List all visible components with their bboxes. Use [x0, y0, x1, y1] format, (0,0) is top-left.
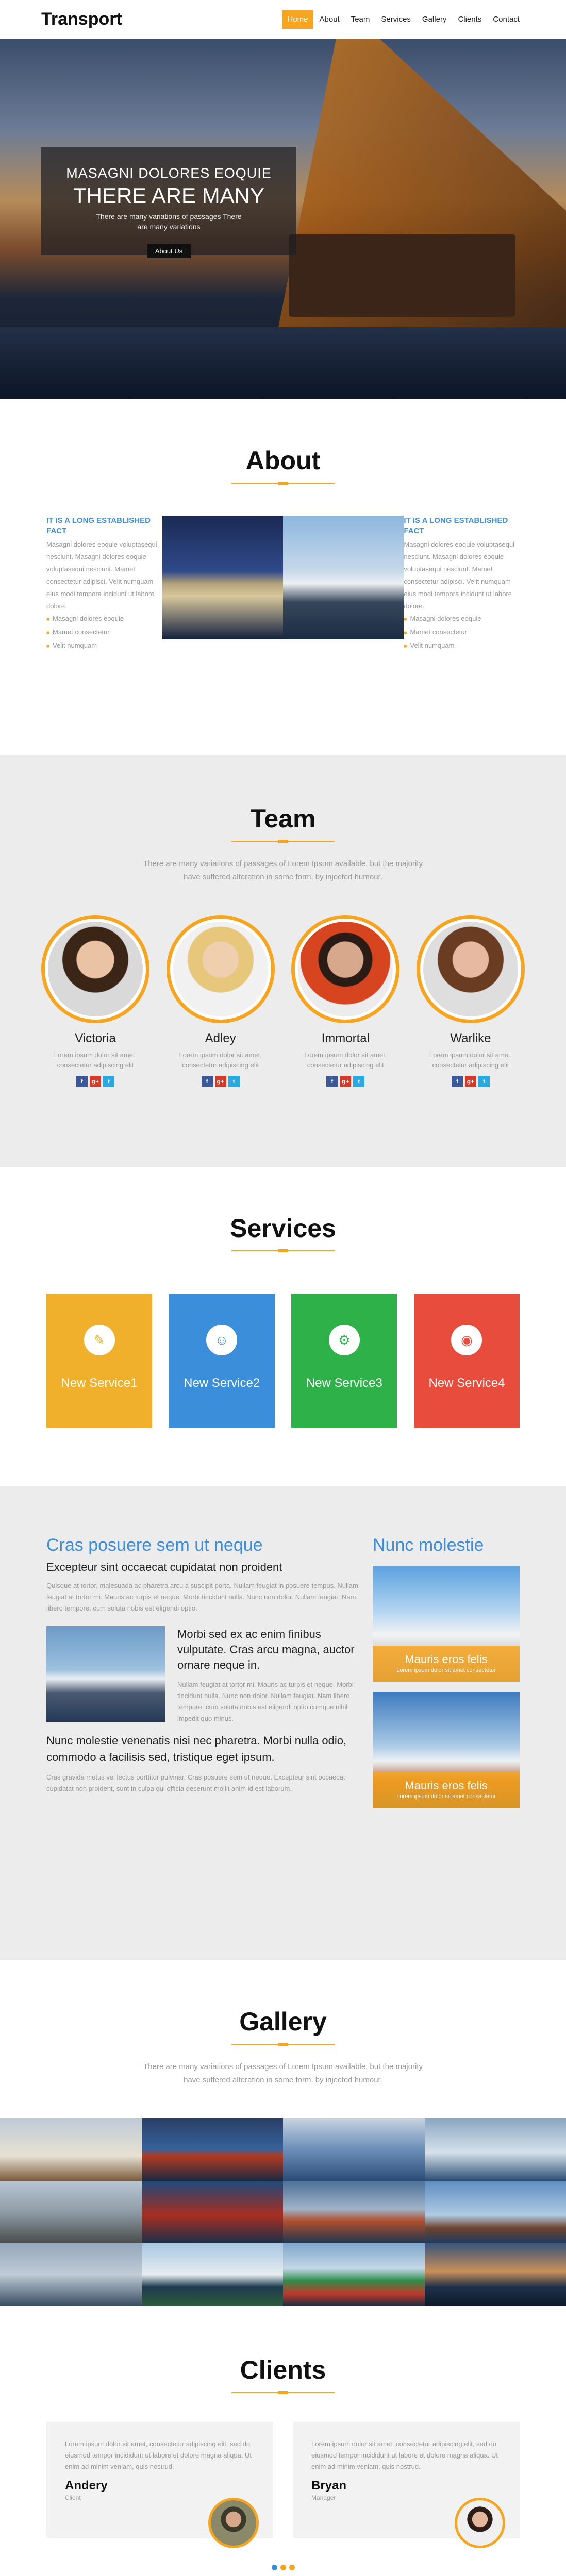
gallery-image[interactable]: [283, 2118, 425, 2181]
team-title: Team: [250, 804, 316, 833]
nav-team[interactable]: Team: [351, 15, 370, 24]
hero-banner: [0, 39, 566, 399]
avatar: [417, 915, 525, 1023]
title-divider: [231, 2044, 335, 2045]
pencil-icon: ✎: [84, 1325, 115, 1355]
member-socials: [291, 1076, 399, 1087]
service-tile-3[interactable]: [291, 1294, 397, 1428]
card-caption: [373, 1772, 520, 1808]
about-right-text: [404, 516, 520, 670]
title-divider: [231, 2392, 335, 2393]
services-title: Services: [230, 1214, 336, 1243]
client-name: Bryan: [311, 2479, 347, 2493]
about-left-bullet: ■ Masagni dolores eoquie: [46, 613, 162, 626]
team-subtitle: There are many variations of passages of Lorem Ipsum available, but the majority have suffered alteration in some form, by injected humour.: [143, 859, 423, 882]
card-sub: Lorem ipsum dolor sit amet consectetur: [396, 1793, 496, 1800]
news-feature: [46, 1626, 363, 1724]
gallery-image[interactable]: [283, 2181, 425, 2244]
main-nav: [282, 10, 525, 29]
about-left-bullet: ■ Velit numquam: [46, 639, 162, 653]
services-section: [0, 1167, 566, 1486]
card-title: Mauris eros felis: [405, 1779, 488, 1792]
news-para: Cras gravida metus vel lectus porttitor pulvinar. Cras posuere sem ut neque. Excepteur sint occaecat cupidatat non proident, sunt in culpa qui officia deserunt mollit anim id est laborum.: [46, 1773, 345, 1792]
gallery-image[interactable]: [283, 2243, 425, 2306]
testimonial-quote: Lorem ipsum dolor sit amet, consectetur adipiscing elit, sed do eiusmod tempor incididunt ut labore et dolore magna aliqua. Ut enim ad minim veniam, quis nostrud.: [311, 2440, 498, 2471]
client-avatar: [455, 2498, 505, 2548]
team-member-immortal: [291, 915, 399, 1087]
news-sidebar: [373, 1535, 520, 1960]
google-plus-icon[interactable]: g+: [90, 1076, 101, 1087]
client-role: Client: [65, 2494, 81, 2502]
service-label: New Service3: [306, 1376, 382, 1390]
about-left-bullet: ■ Mamet consectetur: [46, 626, 162, 639]
client-name: Andery: [65, 2479, 108, 2493]
avatar: [167, 915, 275, 1023]
member-name: Warlike: [450, 1031, 491, 1045]
gallery-image[interactable]: [142, 2118, 284, 2181]
gallery-subtitle: There are many variations of passages of Lorem Ipsum available, but the majority have suffered alteration in some form, by injected humour.: [143, 2062, 423, 2084]
site-logo[interactable]: Transport: [41, 9, 122, 29]
member-socials: [41, 1076, 149, 1087]
gear-icon: ⚙: [329, 1325, 360, 1355]
gallery-section: [0, 1960, 566, 2306]
carousel-dot[interactable]: [272, 2565, 277, 2570]
about-right-heading: IT IS A LONG ESTABLISHED FACT: [404, 516, 508, 535]
member-name: Adley: [205, 1031, 236, 1045]
nav-contact[interactable]: Contact: [493, 15, 520, 24]
testimonials: [0, 2422, 566, 2538]
service-tile-1[interactable]: [46, 1294, 152, 1428]
news-section: [0, 1486, 566, 1960]
news-thumb-image: [46, 1626, 165, 1722]
member-desc: Lorem ipsum dolor sit amet, consectetur adipiscing elit: [429, 1051, 512, 1069]
member-name: Victoria: [75, 1031, 116, 1045]
team-member-adley: [167, 915, 275, 1087]
hero-line2: THERE ARE MANY: [73, 183, 265, 208]
nav-home[interactable]: Home: [282, 10, 313, 29]
about-right-bullet: ■ Masagni dolores eoquie: [404, 613, 520, 626]
testimonial-card: [46, 2422, 273, 2538]
facebook-icon[interactable]: f: [326, 1076, 338, 1087]
card-title: Mauris eros felis: [405, 1653, 488, 1666]
news-card[interactable]: [373, 1692, 520, 1808]
carousel-dots: [0, 2565, 566, 2570]
service-tile-2[interactable]: [169, 1294, 275, 1428]
nav-gallery[interactable]: Gallery: [422, 15, 447, 24]
news-main: [46, 1535, 363, 1960]
twitter-icon[interactable]: t: [228, 1076, 240, 1087]
gallery-image[interactable]: [0, 2118, 142, 2181]
service-label: New Service2: [184, 1376, 260, 1390]
hero-text: There are many variations of passages There are many variations: [96, 212, 242, 231]
news-feature-body: Nullam feugiat at tortor mi. Mauris ac turpis et neque. Morbi tincidunt nulla. Nunc non dolor. Nullam feugiat. Nam libero tempore, cum soluta nobis est eligendi optio cumque nihil impedit quo minus.: [177, 1681, 354, 1722]
twitter-icon[interactable]: t: [353, 1076, 364, 1087]
facebook-icon[interactable]: f: [76, 1076, 88, 1087]
title-divider: [231, 483, 335, 484]
service-label: New Service1: [61, 1376, 138, 1390]
news-feature-title: Morbi sed ex ac enim finibus vulputate. Cras arcu magna, auctor ornare neque in.: [177, 1628, 355, 1671]
gallery-grid: [0, 2118, 566, 2306]
testimonial-card: [293, 2422, 520, 2538]
member-socials: [167, 1076, 275, 1087]
team-member-warlike: [417, 915, 525, 1087]
user-icon: ☺: [206, 1325, 237, 1355]
carousel-dot[interactable]: [289, 2565, 295, 2570]
client-avatar: [208, 2498, 259, 2548]
gallery-image[interactable]: [425, 2181, 566, 2244]
gallery-image[interactable]: [142, 2243, 284, 2306]
twitter-icon[interactable]: t: [103, 1076, 114, 1087]
team-members: [0, 915, 566, 1087]
news-para: Quisque at tortor, malesuada ac pharetra arcu a suscipit porta. Nullam feugiat in posuere tempus. Nullam feugiat at tortor mi. Mauris ac turpis et neque. Morbi tincidunt nulla. Nunc non dolor. Nullam feugiat. Nam libero tempore, cum soluta nobis est eligendi optio.: [46, 1582, 358, 1612]
facebook-icon[interactable]: f: [452, 1076, 463, 1087]
clients-section: [0, 2306, 566, 2576]
twitter-icon[interactable]: t: [478, 1076, 490, 1087]
sidebar-heading: Nunc molestie: [373, 1535, 484, 1555]
about-title: About: [245, 446, 321, 475]
gallery-image[interactable]: [0, 2243, 142, 2306]
google-plus-icon[interactable]: g+: [215, 1076, 226, 1087]
carousel-dot[interactable]: [280, 2565, 286, 2570]
news-card[interactable]: [373, 1566, 520, 1682]
card-caption: [373, 1646, 520, 1682]
nav-about[interactable]: About: [319, 15, 340, 24]
clients-title: Clients: [240, 2355, 326, 2385]
gallery-image[interactable]: [142, 2181, 284, 2244]
gallery-image[interactable]: [425, 2243, 566, 2306]
nav-services[interactable]: Services: [381, 15, 411, 24]
service-tiles: [0, 1294, 566, 1428]
harbor-image: [162, 516, 283, 639]
ferry-image: [283, 516, 404, 639]
about-content: [0, 516, 566, 670]
about-left-body: Masagni dolores eoquie voluptasequi nesciunt. Masagni dolores eoquie voluptasequi nesciunt. Mamet consectetur adipisci. Velit numquam eius modi tempora incidunt ut labore dolore.: [46, 540, 157, 610]
about-right-bullet: ■ Mamet consectetur: [404, 626, 520, 639]
google-plus-icon[interactable]: g+: [340, 1076, 351, 1087]
water-image: [0, 327, 566, 399]
service-label: New Service4: [428, 1376, 505, 1390]
client-role: Manager: [311, 2494, 336, 2502]
news-bottom-title: Nunc molestie venenatis nisi nec pharetra. Morbi nulla odio, commodo a facilisis sed, tristique eget ipsum.: [46, 1734, 347, 1764]
site-header: [0, 0, 566, 39]
about-right-body: Masagni dolores eoquie voluptasequi nesciunt. Masagni dolores eoquie voluptasequi nesciunt. Mamet consectetur adipisci. Velit numquam eius modi tempora incidunt ut labore dolore.: [404, 540, 515, 610]
hero-line1: MASAGNI DOLORES EOQUIE: [66, 165, 272, 181]
news-subheading: Excepteur sint occaecat cupidatat non proident: [46, 1561, 282, 1573]
team-section: [0, 755, 566, 1167]
testimonial-quote: Lorem ipsum dolor sit amet, consectetur adipiscing elit, sed do eiusmod tempor incididunt ut labore et dolore magna aliqua. Ut enim ad minim veniam, quis nostrud.: [65, 2440, 252, 2471]
member-desc: Lorem ipsum dolor sit amet, consectetur adipiscing elit: [179, 1051, 262, 1069]
gallery-image[interactable]: [0, 2181, 142, 2244]
eye-icon: ◉: [451, 1325, 482, 1355]
avatar: [41, 915, 149, 1023]
about-us-button[interactable]: About Us: [147, 244, 191, 258]
about-left-text: [46, 516, 162, 670]
member-name: Immortal: [321, 1031, 370, 1045]
google-plus-icon[interactable]: g+: [465, 1076, 476, 1087]
hero-caption: [41, 147, 296, 255]
member-desc: Lorem ipsum dolor sit amet, consectetur adipiscing elit: [54, 1051, 137, 1069]
gallery-image[interactable]: [425, 2118, 566, 2181]
card-sub: Lorem ipsum dolor sit amet consectetur: [396, 1667, 496, 1673]
member-socials: [417, 1076, 525, 1087]
avatar: [291, 915, 399, 1023]
team-member-victoria: [41, 915, 149, 1087]
about-right-bullet: ■ Velit numquam: [404, 639, 520, 653]
member-desc: Lorem ipsum dolor sit amet, consectetur adipiscing elit: [304, 1051, 387, 1069]
facebook-icon[interactable]: f: [202, 1076, 213, 1087]
title-divider: [231, 841, 335, 842]
title-divider: [231, 1250, 335, 1251]
ship-image: [289, 234, 515, 317]
about-section: [0, 399, 566, 755]
nav-clients[interactable]: Clients: [458, 15, 482, 24]
news-heading[interactable]: Cras posuere sem ut neque: [46, 1535, 263, 1555]
gallery-title: Gallery: [239, 2007, 327, 2036]
service-tile-4[interactable]: [414, 1294, 520, 1428]
news-feature-text: [177, 1626, 363, 1724]
about-left-heading: IT IS A LONG ESTABLISHED FACT: [46, 516, 151, 535]
